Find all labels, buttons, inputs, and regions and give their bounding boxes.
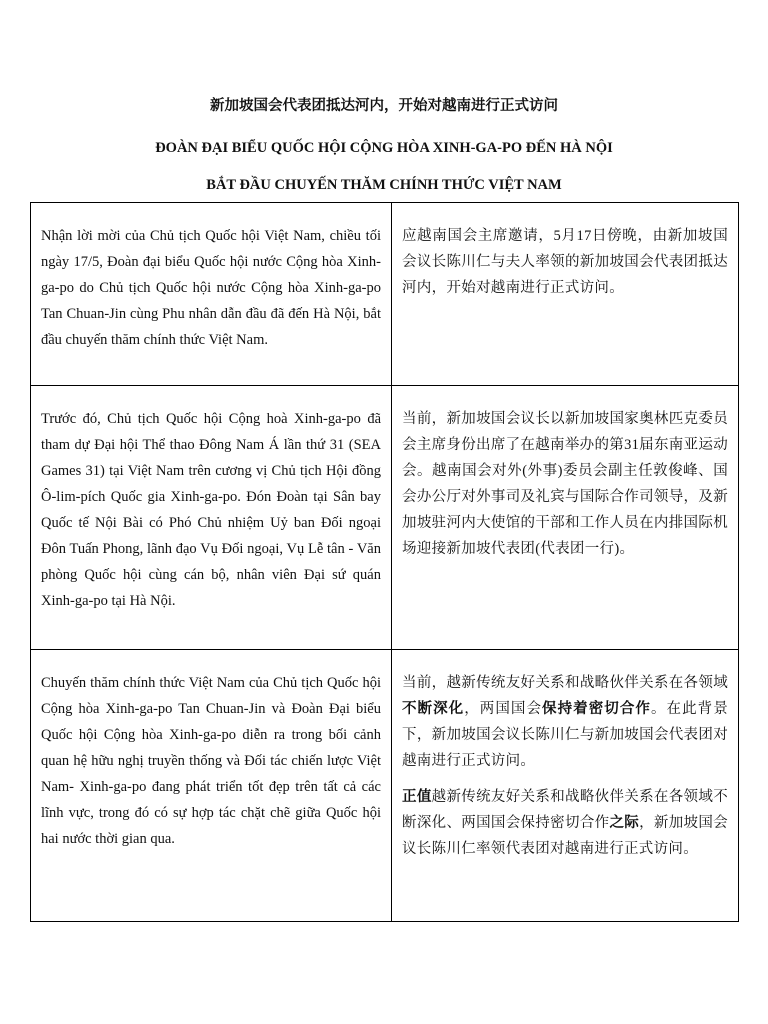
text-span: ，新加坡国会议长陈川仁率领代表团对越南进行正式访问。 (402, 815, 728, 857)
table-row (31, 203, 739, 386)
vietnamese-cell: Nhận lời mời của Chủ tịch Quốc hội Việt Nam, chiều tối ngày 17/5, Đoàn đại biểu Quốc hội nước Cộng hòa Xinh-ga-po do Chủ tịch Quốc hội nước Cộng hòa Xinh-ga-po Tan Chuan-Jin cùng Phu nhân dẫn đầu đã đến Hà Nội, bắt đầu chuyến thăm chính thức Việt Nam. (31, 203, 392, 386)
title-vietnamese-line-2: BẮT ĐẦU CHUYẾN THĂM CHÍNH THỨC VIỆT NAM (206, 177, 562, 193)
bold-phrase: 不断深化 (402, 701, 465, 717)
vietnamese-cell: Trước đó, Chủ tịch Quốc hội Cộng hoà Xinh-ga-po đã tham dự Đại hội Thể thao Đông Nam Á lần thứ 31 (SEA Games 31) tại Việt Nam trên cương vị Chủ tịch Hội đồng Ô-lim-pích Quốc gia Xinh-ga-po. Đón Đoàn tại Sân bay Quốc tế Nội Bài có Phó Chủ nhiệm Uỷ ban Đối ngoại Đôn Tuấn Phong, lãnh đạo Vụ Đối ngoại, Vụ Lễ tân - Văn phòng Quốc hội cùng cán bộ, nhân viên Đại sứ quán Xinh-ga-po tại Hà Nội. (31, 386, 392, 650)
text-span: ，两国国会 (464, 701, 543, 717)
bilingual-table (30, 202, 739, 922)
chinese-paragraph-1 (402, 670, 728, 774)
chinese-paragraph-2 (402, 784, 728, 862)
bold-phrase: 正值 (402, 789, 432, 805)
text-span: 当前，越新传统友好关系和战略伙伴关系在各领域 (402, 675, 728, 691)
bold-phrase: 保持着密切合作 (542, 701, 651, 717)
table-row (31, 650, 739, 922)
bold-phrase: 之际 (609, 815, 640, 831)
chinese-cell: 当前，新加坡国会议长以新加坡国家奥林匹克委员会主席身份出席了在越南举办的第31届东南亚运动会。越南国会对外(外事)委员会副主任敦俊峰、国会办公厅对外事司及礼宾与国际合作司领导，及新加坡驻河内大使馆的干部和工作人员在内排国际机场迎接新加坡代表团(代表团一行)。 (392, 386, 739, 650)
text-span: 越新传统友好关系和战略伙伴关系在各领域不断深化、两国国会保持密切合作 (402, 789, 728, 831)
table-row (31, 386, 739, 650)
title-vietnamese-line-1: ĐOÀN ĐẠI BIỂU QUỐC HỘI CỘNG HÒA XINH-GA-PO ĐẾN HÀ NỘI (155, 140, 613, 156)
chinese-cell (392, 650, 739, 922)
title-chinese: 新加坡国会代表团抵达河内，开始对越南进行正式访问 (210, 98, 558, 114)
chinese-cell: 应越南国会主席邀请，5月17日傍晚，由新加坡国会议长陈川仁与夫人率领的新加坡国会代表团抵达河内，开始对越南进行正式访问。 (392, 203, 739, 386)
vietnamese-cell: Chuyến thăm chính thức Việt Nam của Chủ tịch Quốc hội Cộng hòa Xinh-ga-po Tan Chuan-Jin và Đoàn Đại biểu Quốc hội Cộng hòa Xinh-ga-po diễn ra trong bối cảnh quan hệ hữu nghị truyền thống và Đối tác chiến lược Việt Nam- Xinh-ga-po đang phát triển tốt đẹp trên tất cả các lĩnh vực, trong đó có sự hợp tác chặt chẽ giữa Quốc hội hai nước thời gian qua. (31, 650, 392, 922)
text-span: 。在此背景下，新加坡国会议长陈川仁与新加坡国会代表团对越南进行正式访问。 (402, 701, 729, 769)
